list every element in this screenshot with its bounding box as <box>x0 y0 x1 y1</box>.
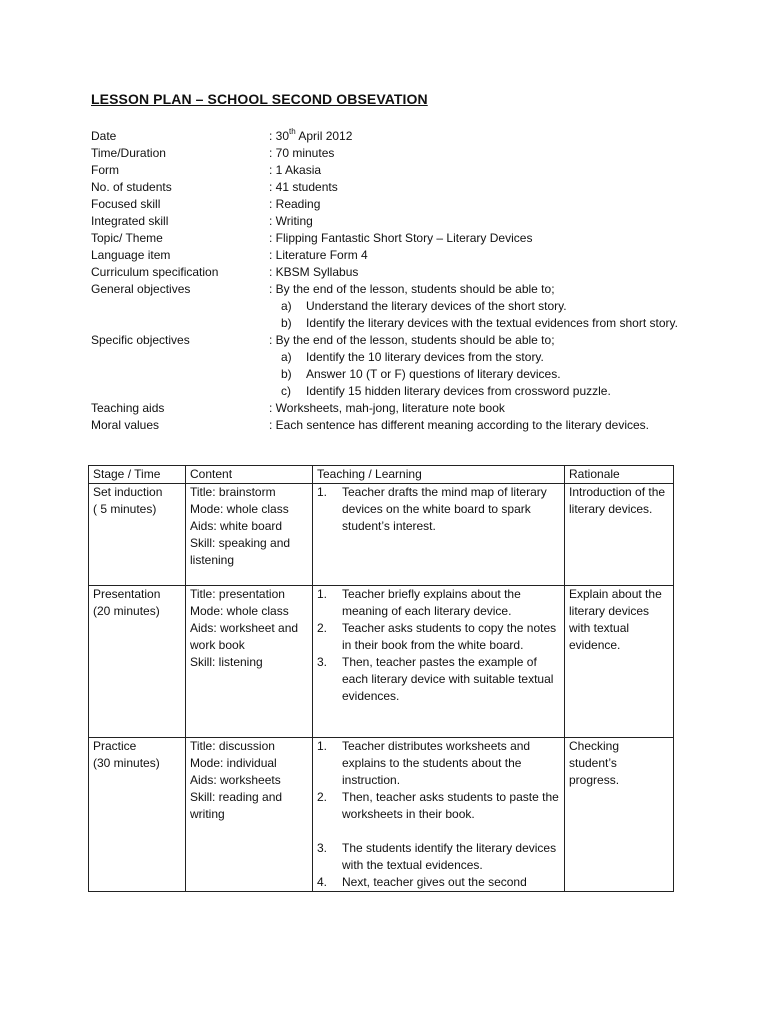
objective-text: Answer 10 (T or F) questions of literary devices. <box>306 367 561 381</box>
header-rationale: Rationale <box>565 466 674 484</box>
general-objectives-value: : By the end of the lesson, students should be able to; <box>269 282 555 296</box>
specific-objective-item <box>91 383 691 400</box>
focused-skill-label: Focused skill <box>91 197 161 211</box>
content-cell: Title: brainstorm Mode: whole class Aids: white board Skill: speaking and listening <box>186 484 313 586</box>
info-row-integrated-skill <box>91 213 691 230</box>
info-row-duration <box>91 145 691 162</box>
objective-text: Understand the literary devices of the short story. <box>306 299 567 313</box>
info-row-form <box>91 162 691 179</box>
header-content: Content <box>186 466 313 484</box>
header-stage-time: Stage / Time <box>89 466 186 484</box>
form-value: : 1 Akasia <box>269 163 322 177</box>
form-label: Form <box>91 163 119 177</box>
topic-label: Topic/ Theme <box>91 231 163 245</box>
list-item: 4. Next, teacher gives out the second <box>317 875 527 889</box>
rationale-cell: Explain about the literary devices with textual evidence. <box>565 586 674 738</box>
table-row <box>89 738 674 892</box>
duration-value: : 70 minutes <box>269 146 335 160</box>
specific-objectives-value: : By the end of the lesson, students should be able to; <box>269 333 555 347</box>
general-objective-item <box>91 298 691 315</box>
objective-text: Identify 15 hidden literary devices from crossword puzzle. <box>306 384 611 398</box>
students-value: : 41 students <box>269 180 338 194</box>
page-title: LESSON PLAN – SCHOOL SECOND OBSEVATION <box>91 91 428 107</box>
info-row-date <box>91 128 691 145</box>
integrated-skill-value: : Writing <box>269 214 313 228</box>
list-marker: b) <box>281 316 292 330</box>
content-cell: Title: presentation Mode: whole class Aids: worksheet and work book Skill: listening <box>186 586 313 738</box>
info-row-language <box>91 247 691 264</box>
list-gap <box>317 823 560 840</box>
specific-objectives-label: Specific objectives <box>91 333 190 347</box>
duration-label: Time/Duration <box>91 146 166 160</box>
info-row-topic <box>91 230 691 247</box>
list-marker: c) <box>281 384 291 398</box>
teaching-learning-cell <box>313 484 565 586</box>
list-item: 1. Teacher distributes worksheets and explains to the students about the instruction. <box>317 739 531 787</box>
table-row <box>89 586 674 738</box>
curriculum-value: : KBSM Syllabus <box>269 265 359 279</box>
stage-cell: Presentation (20 minutes) <box>89 586 186 738</box>
teaching-learning-cell <box>313 586 565 738</box>
curriculum-label: Curriculum specification <box>91 265 219 279</box>
info-row-teaching-aids <box>91 400 691 417</box>
table-row <box>89 484 674 586</box>
language-label: Language item <box>91 248 171 262</box>
lesson-info <box>91 128 691 434</box>
info-row-students <box>91 179 691 196</box>
objective-text: Identify the 10 literary devices from the story. <box>306 350 544 364</box>
info-row-focused-skill <box>91 196 691 213</box>
date-label: Date <box>91 129 117 143</box>
specific-objective-item <box>91 349 691 366</box>
topic-value: : Flipping Fantastic Short Story – Literary Devices <box>269 231 533 245</box>
info-row-moral-values <box>91 417 691 434</box>
teaching-aids-value: : Worksheets, mah-jong, literature note book <box>269 401 505 415</box>
language-value: : Literature Form 4 <box>269 248 368 262</box>
focused-skill-value: : Reading <box>269 197 321 211</box>
content-cell: Title: discussion Mode: individual Aids: worksheets Skill: reading and writing <box>186 738 313 892</box>
list-item: 3. The students identify the literary devices with the textual evidences. <box>317 841 557 872</box>
info-row-curriculum <box>91 264 691 281</box>
stage-cell: Practice (30 minutes) <box>89 738 186 892</box>
info-row-specific-objectives <box>91 332 691 349</box>
general-objective-item <box>91 315 691 332</box>
list-marker: b) <box>281 367 292 381</box>
list-item: 1. Teacher briefly explains about the meaning of each literary device. <box>317 587 521 618</box>
students-label: No. of students <box>91 180 172 194</box>
list-item: 3. Then, teacher pastes the example of each literary device with suitable textual evidences. <box>317 655 554 703</box>
list-marker: a) <box>281 350 292 364</box>
table-header-row <box>89 466 674 484</box>
teaching-aids-label: Teaching aids <box>91 401 165 415</box>
stage-cell: Set induction ( 5 minutes) <box>89 484 186 586</box>
list-item: 1. Teacher drafts the mind map of literary devices on the white board to spark student’s interest. <box>317 485 547 533</box>
moral-values-label: Moral values <box>91 418 160 432</box>
teaching-learning-cell <box>313 738 565 892</box>
list-item: 2. Teacher asks students to copy the notes in their book from the white board. <box>317 621 557 652</box>
list-marker: a) <box>281 299 292 313</box>
rationale-cell: Checking student’s progress. <box>565 738 674 892</box>
header-teaching-learning: Teaching / Learning <box>313 466 565 484</box>
rationale-cell: Introduction of the literary devices. <box>565 484 674 586</box>
list-item: 2. Then, teacher asks students to paste the worksheets in their book. <box>317 790 559 821</box>
lesson-plan-table <box>88 465 674 892</box>
objective-text: Identify the literary devices with the textual evidences from short story. <box>306 316 678 330</box>
moral-values-value: : Each sentence has different meaning according to the literary devices. <box>269 418 649 432</box>
date-value: : 30th April 2012 <box>269 127 353 143</box>
integrated-skill-label: Integrated skill <box>91 214 169 228</box>
general-objectives-label: General objectives <box>91 282 191 296</box>
specific-objective-item <box>91 366 691 383</box>
info-row-general-objectives <box>91 281 691 298</box>
